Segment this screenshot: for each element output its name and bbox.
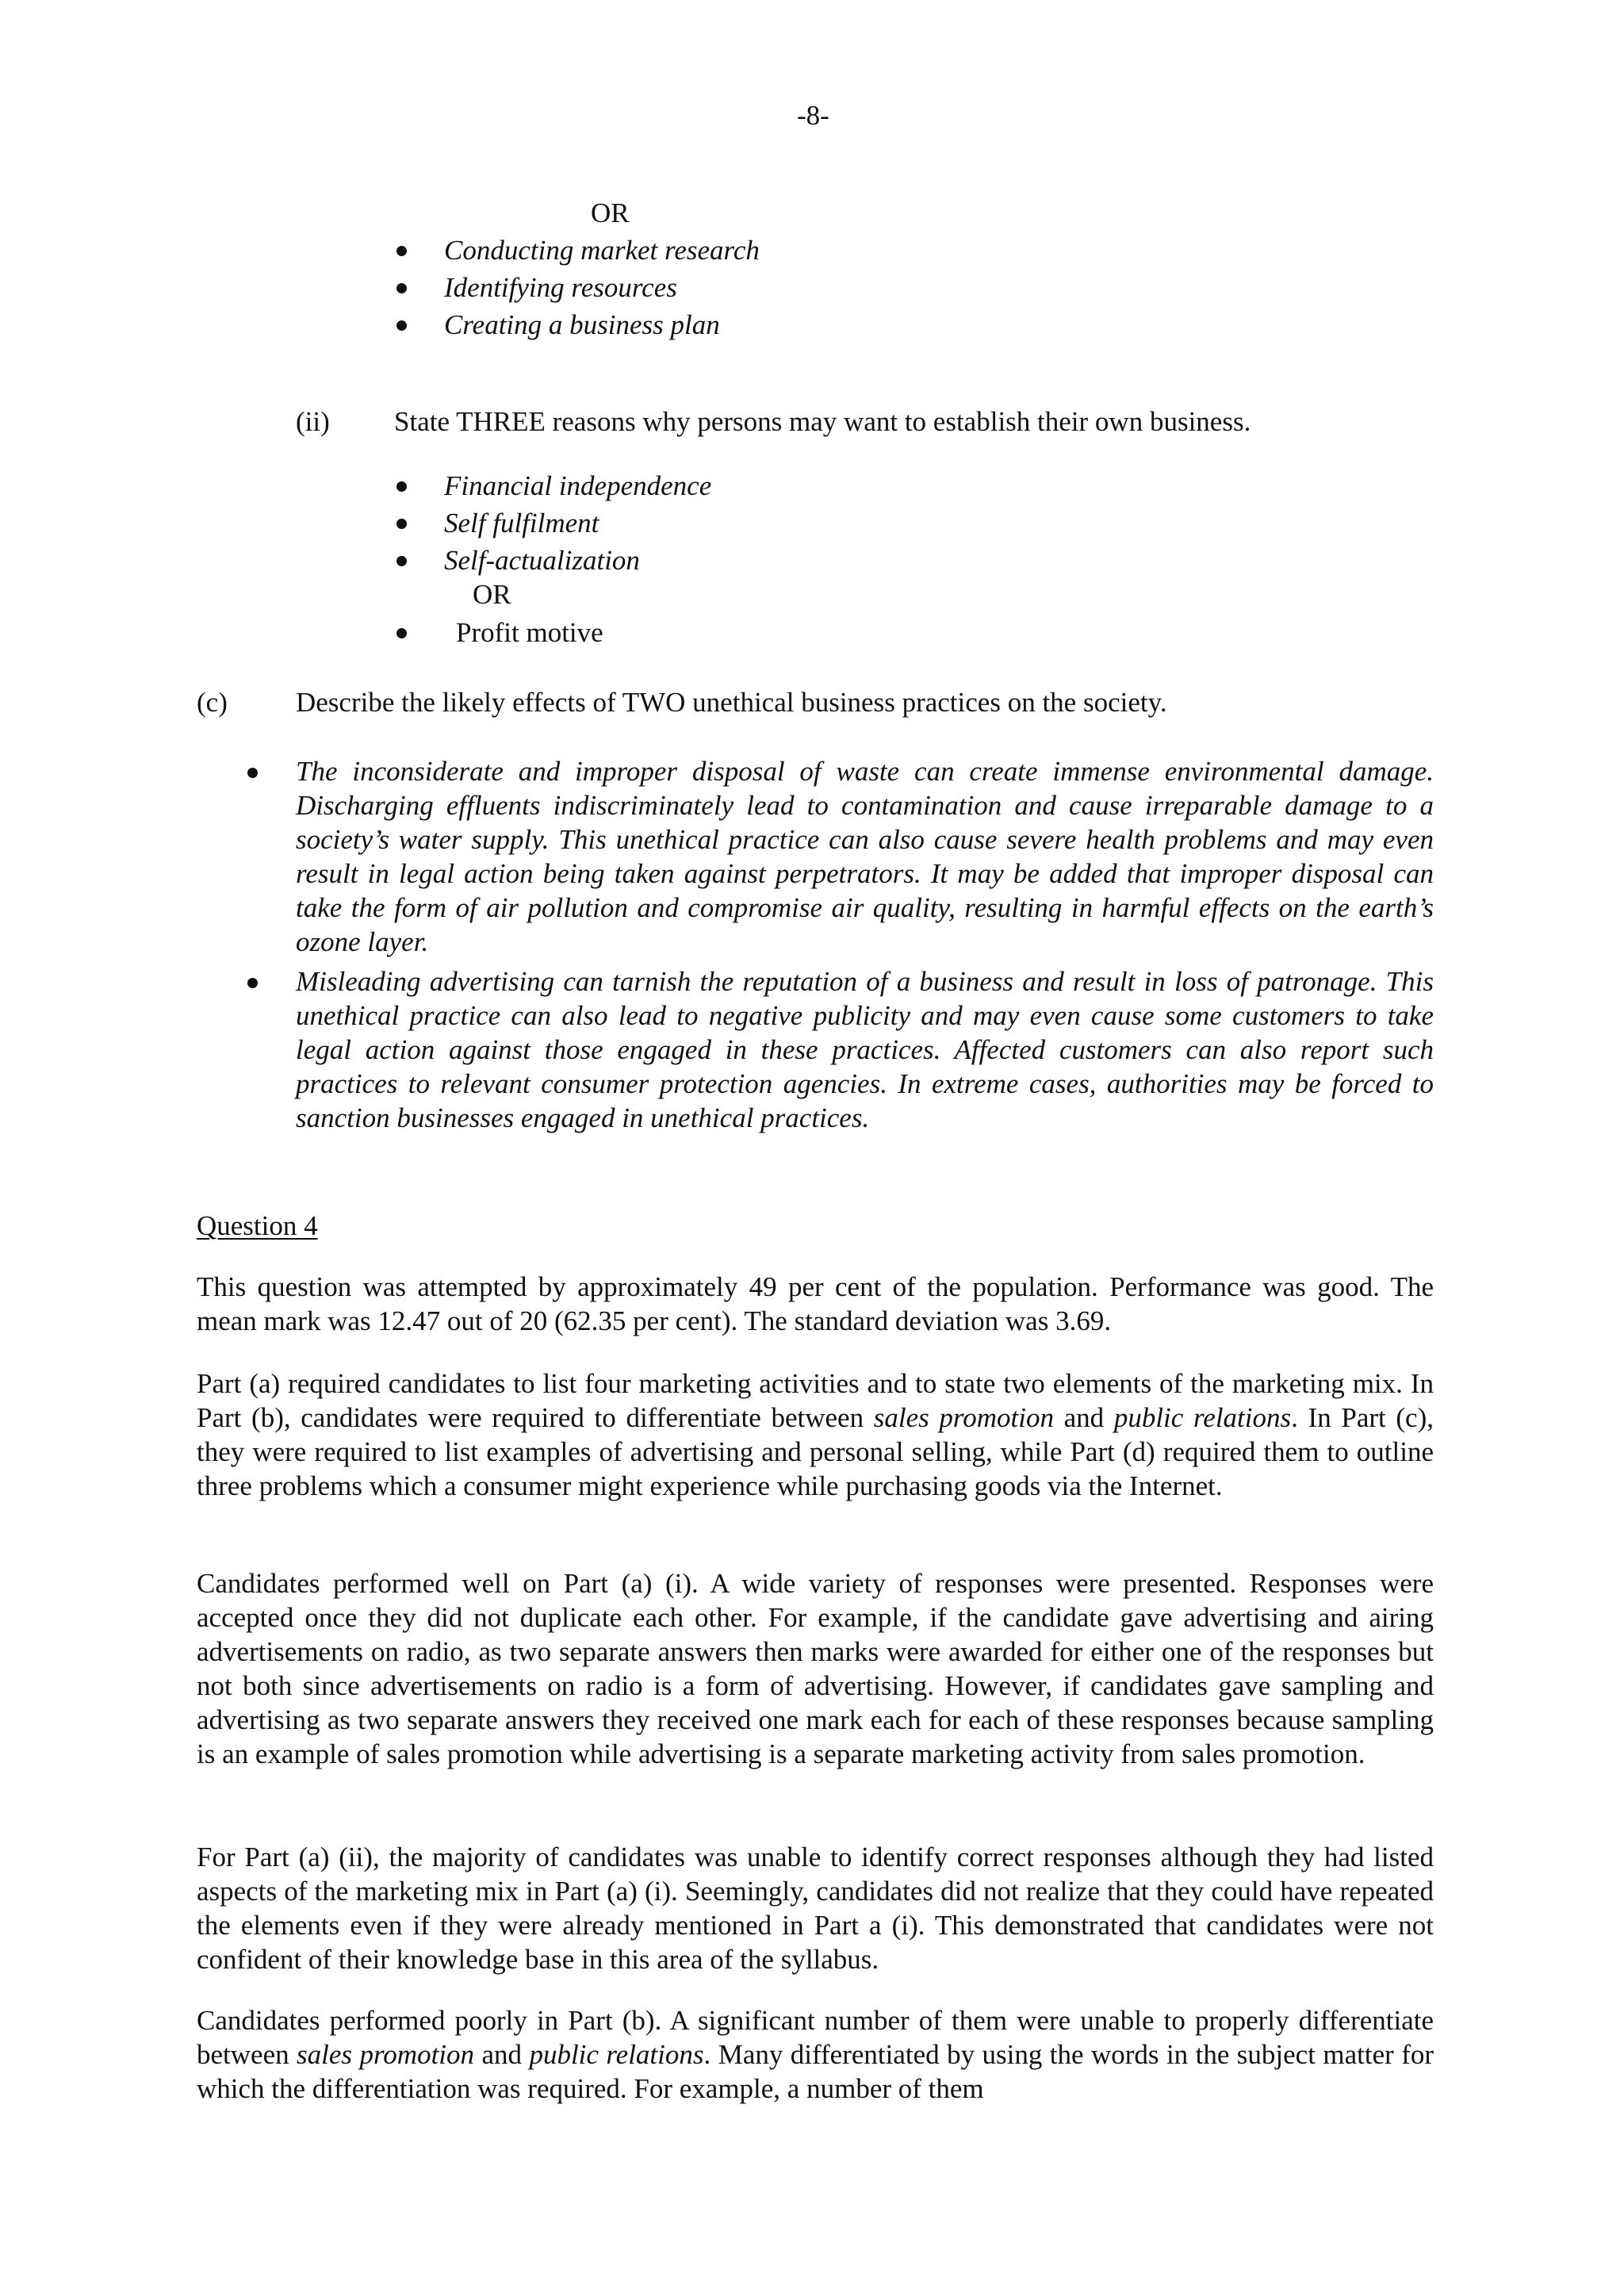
body-paragraph: For Part (a) (ii), the majority of candidates was unable to identify correct responses although they had listed aspects of the marketing mix in Part (a) (i). Seemingly, candidates did not realize that they could have repeated the elements even if they were already mentioned in Part a (i). This demonstrated that candidates were not confident of their knowledge base in this area of the syllabus. <box>197 1842 1434 1975</box>
list-item: Profit motive <box>456 617 603 648</box>
or-label: OR <box>473 579 511 610</box>
body-paragraph: Candidates performed well on Part (a) (i). A wide variety of responses were presented. Responses were accepted once they did not duplicate each other. For example, if the candidate gave advertising and airing advertisements on radio, as two separate answers then marks were awarded for either one of the responses but not both since advertisements on radio is a form of advertising. However, if candidates gave sampling and advertising as two separate answers they received one mark each for each of these responses because sampling is an example of sales promotion while advertising is a separate marketing activity from sales promotion. <box>197 1568 1434 1769</box>
list-item: Self-actualization <box>444 545 640 576</box>
bullet-icon <box>247 768 258 778</box>
page-number: -8- <box>797 100 829 131</box>
bullet-icon <box>396 481 407 492</box>
part-label: (c) <box>197 687 228 718</box>
part-label: (ii) <box>296 406 330 437</box>
or-label: OR <box>591 197 630 228</box>
bullet-icon <box>396 556 407 566</box>
section-heading: Question 4 <box>197 1210 318 1241</box>
list-item: Self fulfilment <box>444 508 599 539</box>
bullet-icon <box>396 628 407 638</box>
list-item: Creating a business plan <box>444 309 720 340</box>
question-text: State THREE reasons why persons may want to establish their own business. <box>394 406 1251 437</box>
bullet-icon <box>396 246 407 256</box>
question-text: Describe the likely effects of TWO unethical business practices on the society. <box>296 687 1167 718</box>
body-paragraph: Candidates performed poorly in Part (b). A significant number of them were unable to properly differentiate between sales promotion and public relations. Many differentiated by using the words in the subject matter for which the differentiation was required. For example, a number of them <box>197 2005 1434 2104</box>
bullet-icon <box>247 978 258 988</box>
body-paragraph: Part (a) required candidates to list four marketing activities and to state two elements of the marketing mix. In Part (b), candidates were required to differentiate between sales promotion and public relations. In Part (c), they were required to list examples of advertising and personal selling, while Part (d) required them to outline three problems which a consumer might experience while purchasing goods via the Internet. <box>197 1368 1434 1501</box>
list-item: Identifying resources <box>444 272 677 303</box>
bullet-icon <box>396 519 407 529</box>
answer-paragraph: Misleading advertising can tarnish the reputation of a business and result in loss of patronage. This unethical practice can also lead to negative publicity and may even cause some customers to take legal action against those engaged in these practices. Affected customers can also report such practices to relevant consumer protection agencies. In extreme cases, authorities may be forced to sanction businesses engaged in unethical practices. <box>296 966 1434 1133</box>
bullet-icon <box>396 283 407 293</box>
body-paragraph: This question was attempted by approximately 49 per cent of the population. Performance was good. The mean mark was 12.47 out of 20 (62.35 per cent). The standard deviation was 3.69. <box>197 1271 1434 1336</box>
answer-paragraph: The inconsiderate and improper disposal of waste can create immense environmental damage. Discharging effluents indiscriminately lead to contamination and cause irreparable damage to a society’s water supply. This unethical practice can also cause severe health problems and may even result in legal action being taken against perpetrators. It may be added that improper disposal can take the form of air pollution and compromise air quality, resulting in harmful effects on the earth’s ozone layer. <box>296 756 1434 957</box>
list-item: Conducting market research <box>444 235 760 266</box>
list-item: Financial independence <box>444 470 712 501</box>
bullet-icon <box>396 320 407 331</box>
